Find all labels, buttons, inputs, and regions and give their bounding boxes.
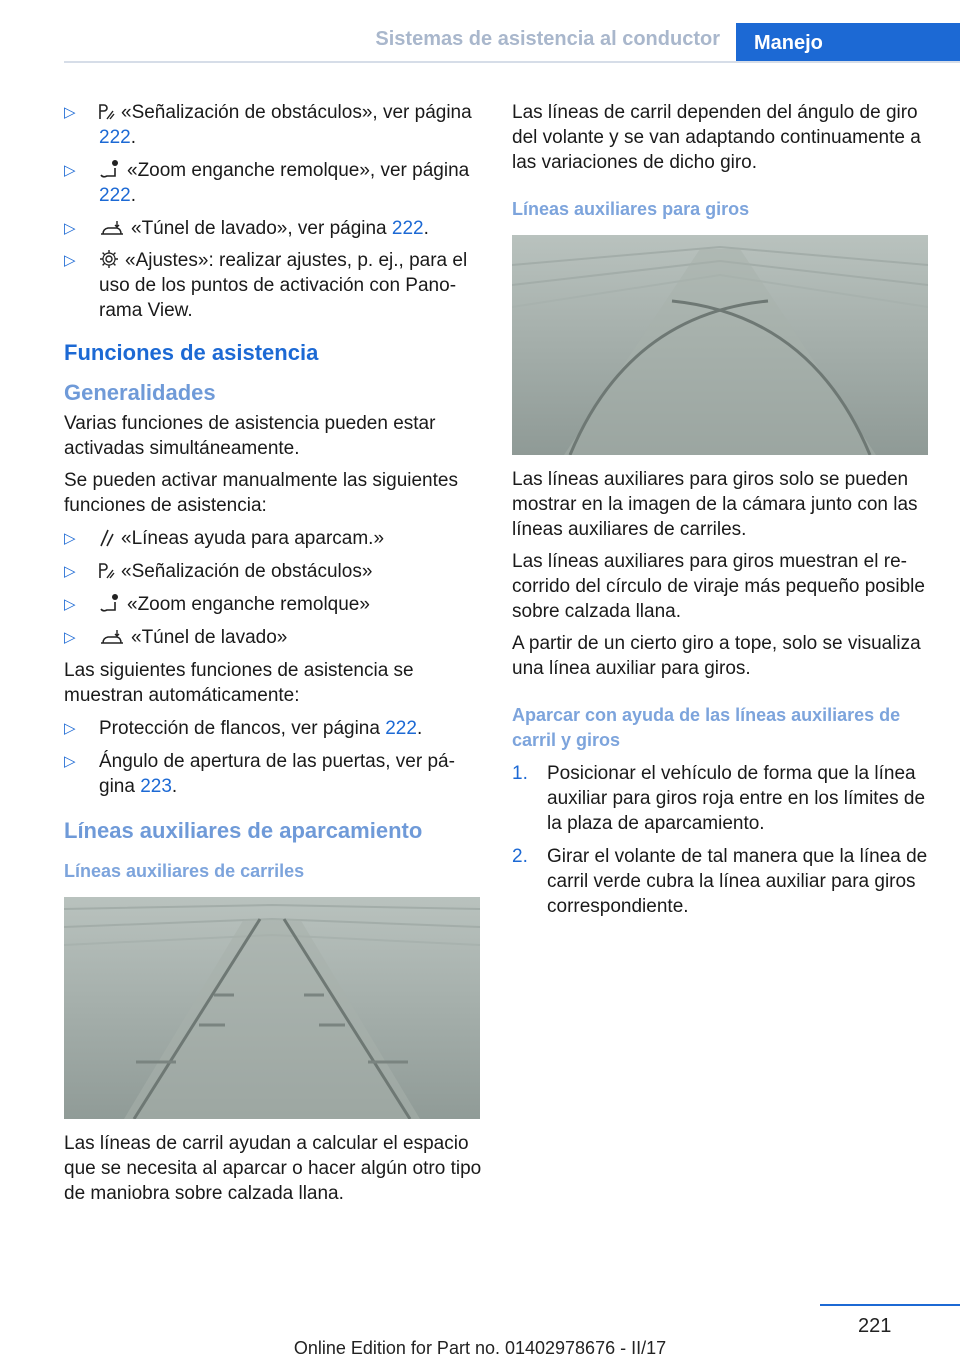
list-item: ▷ Ángulo de apertura de las puertas, ver página 223. bbox=[64, 751, 455, 797]
step-number: 2. bbox=[512, 846, 528, 867]
list-item: ▷ «Túnel de lavado», ver página 222. bbox=[64, 218, 429, 239]
edition-footer: Online Edition for Part no. 01402978676 - II/17 bbox=[293, 1338, 667, 1358]
footer-divider bbox=[820, 1304, 960, 1306]
gear-icon bbox=[99, 249, 119, 269]
bullet-triangle-icon: ▷ bbox=[64, 530, 76, 547]
step-number: 1. bbox=[512, 763, 528, 784]
paragraph: Las líneas auxiliares para giros solo se pueden mostrar en la imagen de la cámara junto con las líneas auxiliares de carriles. bbox=[512, 469, 918, 540]
bullet-triangle-icon: ▷ bbox=[64, 753, 76, 770]
parking-lines-icon bbox=[99, 529, 115, 547]
heading-parking-lines: Líneas auxiliares de aparcamiento bbox=[64, 818, 423, 843]
list-item: ▷ «Zoom enganche remolque», ver página 222. bbox=[64, 160, 470, 206]
bullet-triangle-icon: ▷ bbox=[64, 104, 76, 121]
car-wash-icon bbox=[99, 628, 125, 646]
turn-lines-figure bbox=[512, 235, 928, 455]
running-header-section: Sistemas de asistencia al conductor bbox=[375, 28, 720, 50]
car-wash-icon bbox=[99, 219, 125, 237]
header-divider bbox=[64, 61, 960, 63]
chapter-tab[interactable]: Manejo bbox=[736, 23, 960, 63]
bullet-triangle-icon: ▷ bbox=[64, 720, 76, 737]
paragraph: Varias funciones de asistencia pueden estar activadas simultáneamente. bbox=[64, 413, 436, 459]
page-link[interactable]: 222 bbox=[99, 185, 131, 206]
list-item: ▷ «Señalización de obstáculos», ver página 222. bbox=[64, 102, 472, 148]
bullet-triangle-icon: ▷ bbox=[64, 252, 76, 269]
bullet-triangle-icon: ▷ bbox=[64, 220, 76, 237]
numbered-step: 2. Girar el volante de tal manera que la línea de carril verde cubra la línea auxiliar para giros correspondiente. bbox=[512, 846, 928, 917]
page-number: 221 bbox=[858, 1315, 892, 1337]
paragraph: A partir de un cierto giro a tope, solo se visualiza una línea auxiliar para giros. bbox=[512, 633, 921, 679]
list-item: ▷ «Líneas ayuda para aparcam.» bbox=[64, 528, 385, 549]
page-link[interactable]: 222 bbox=[391, 218, 424, 239]
list-item: ▷ «Túnel de lavado» bbox=[64, 627, 288, 648]
heading-assist-functions: Funciones de asistencia bbox=[64, 340, 319, 365]
paragraph: Las líneas de carril ayudan a calcular el espacio que se necesita al aparcar o hacer algún otro tipo de maniobra sobre calzada llana. bbox=[64, 1133, 482, 1204]
paragraph: Se pueden activar manualmente las siguientes funciones de asistencia: bbox=[64, 470, 458, 516]
list-item: ▷ Protección de flancos, ver página 222. bbox=[64, 718, 423, 739]
list-item: ▷ «Señalización de obstáculos» bbox=[64, 561, 373, 582]
bullet-triangle-icon: ▷ bbox=[64, 629, 76, 646]
list-item: ▷ «Zoom enganche remolque» bbox=[64, 594, 370, 615]
obstacle-marking-icon bbox=[99, 103, 115, 121]
paragraph: Las líneas de carril dependen del ángulo de giro del volante y se van adaptando continuamente a las variaciones de dicho giro. bbox=[512, 102, 921, 173]
page-link[interactable]: 222 bbox=[99, 127, 131, 148]
heading-lane-lines: Líneas auxiliares de carriles bbox=[64, 861, 305, 881]
paragraph: Las líneas auxiliares para giros muestran el recorrido del círculo de viraje más pequeño posible sobre calzada llana. bbox=[512, 551, 925, 622]
heading-turn-lines: Líneas auxiliares para giros bbox=[512, 199, 750, 219]
paragraph: Las siguientes funciones de asistencia se muestran automáticamente: bbox=[64, 660, 414, 706]
heading-general: Generalidades bbox=[64, 380, 216, 405]
heading-parking-with-lines: Aparcar con ayuda de las líneas auxiliares de carril y giros bbox=[512, 705, 901, 750]
right-column bbox=[512, 100, 930, 927]
bullet-triangle-icon: ▷ bbox=[64, 162, 76, 179]
page-link[interactable]: 222 bbox=[385, 718, 417, 739]
obstacle-marking-icon bbox=[99, 562, 115, 580]
bullet-triangle-icon: ▷ bbox=[64, 563, 76, 580]
page-link[interactable]: 223 bbox=[140, 776, 172, 797]
list-item: ▷ «Ajustes»: realizar ajustes, p. ej., para el uso de los puntos de activación con Panorama View. bbox=[64, 250, 468, 321]
trailer-hitch-icon bbox=[99, 593, 121, 613]
numbered-step: 1. Posicionar el vehículo de forma que la línea auxiliar para giros roja entre en los límites de la plaza de aparcamiento. bbox=[512, 763, 926, 834]
left-column bbox=[64, 100, 482, 1213]
bullet-triangle-icon: ▷ bbox=[64, 596, 76, 613]
trailer-hitch-icon bbox=[99, 159, 121, 179]
lane-lines-figure bbox=[64, 897, 480, 1119]
